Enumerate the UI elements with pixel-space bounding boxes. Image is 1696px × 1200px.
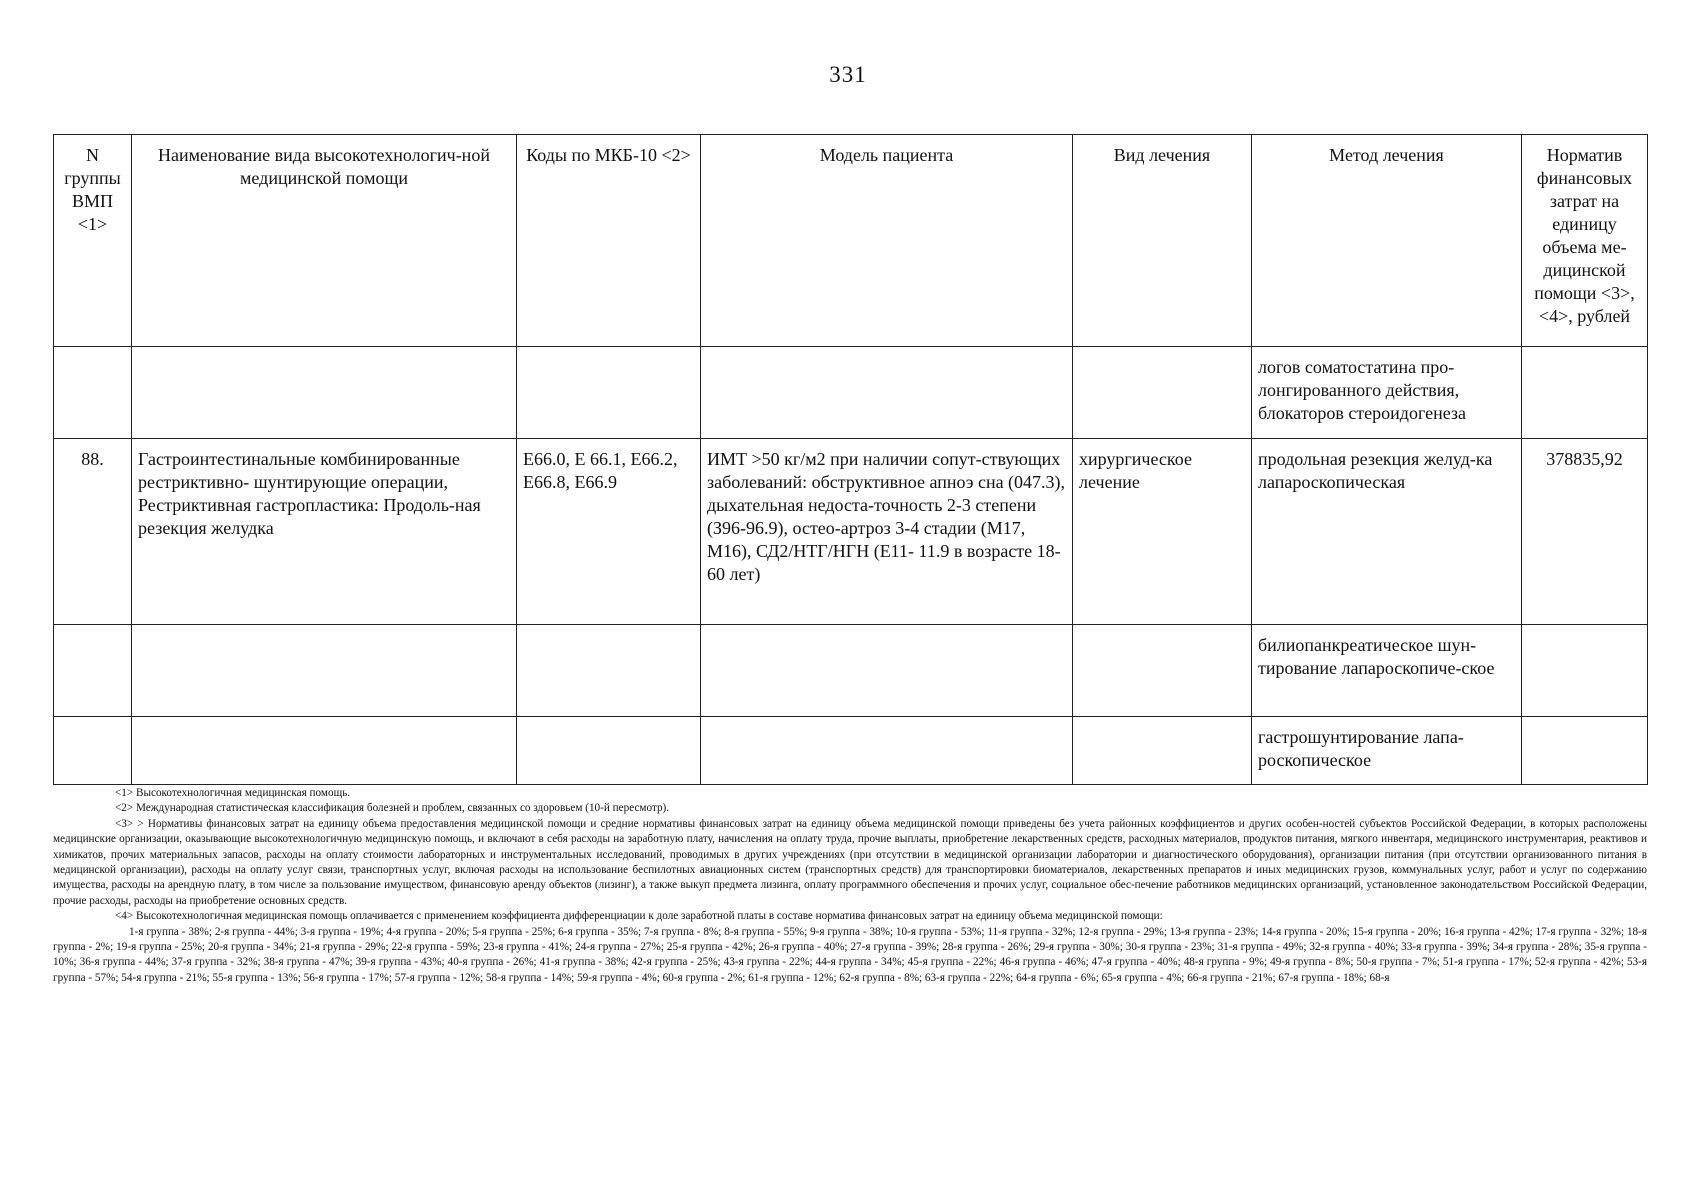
cell-icd-codes [517,717,701,785]
cell-icd-codes: E66.0, E 66.1, E66.2, E66.8, E66.9 [517,439,701,625]
header-group-number: N группы ВМП <1> [54,135,132,347]
table-row [54,439,1648,625]
cell-care-name [132,717,517,785]
table-header-row [54,135,1648,347]
header-cost-norm: Норматив финансовых затрат на единицу объема ме-дицинской помощи <3>, <4>, рублей [1522,135,1648,347]
cell-treatment-method: логов соматостатина про-лонгированного действия, блокаторов стероидогенеза [1252,347,1522,439]
cell-patient-model [701,717,1073,785]
footnote-4: <4> Высокотехнологичная медицинская помощь оплачивается с применением коэффициента дифференциации к доле заработной платы в составе норматива финансовых затрат на единицу объема медицинской помощи: [115,910,1163,923]
table-row [54,625,1648,717]
cell-care-name [132,347,517,439]
footnote-4-group-coefficients: 1-я группа - 38%; 2-я группа - 44%; 3-я группа - 19%; 4-я группа - 20%; 5-я группа - 25%; 6-я группа - 35%; 7-я группа - 8%; 8-я группа - 55%; 9-я группа - 38%; 10-я группа - 53%; 11-я группа - 32%; 12-я группа - 29%; 13-я группа - 23%; 14-я группа - 20%; 15-я группа - 20%; 16-я группа - 42%; 17-я группа - 32%; 18-я группа - 2%; 19-я группа - 25%; 20-я группа - 34%; 21-я группа - 29%; 22-я группа - 59%; 23-я группа - 41%; 24-я группа - 27%; 25-я группа - 42%; 26-я группа - 40%; 27-я группа - 39%; 28-я группа - 26%; 29-я группа - 30%; 30-я группа - 23%; 31-я группа - 49%; 32-я группа - 40%; 33-я группа - 39%; 34-я группа - 28%; 35-я группа - 10%; 36-я группа - 44%; 37-я группа - 32%; 38-я группа - 47%; 39-я группа - 43%; 40-я группа - 26%; 41-я группа - 38%; 42-я группа - 25%; 43-я группа - 22%; 44-я группа - 34%; 45-я группа - 22%; 46-я группа - 46%; 47-я группа - 40%; 48-я группа - 9%; 49-я группа - 8%; 50-я группа - 7%; 51-я группа - 17%; 52-я группа - 42%; 53-я группа - 57%; 54-я группа - 21%; 55-я группа - 13%; 56-я группа - 17%; 57-я группа - 12%; 58-я группа - 14%; 59-я группа - 4%; 60-я группа - 2%; 61-я группа - 12%; 62-я группа - 8%; 63-я группа - 22%; 64-я группа - 6%; 65-я группа - 4%; 66-я группа - 21%; 67-я группа - 18%; 68-я [53,925,1647,984]
header-care-name: Наименование вида высокотехнологич-ной медицинской помощи [132,135,517,347]
cell-icd-codes [517,347,701,439]
cell-icd-codes [517,625,701,717]
cell-treatment-type [1073,347,1252,439]
header-patient-model: Модель пациента [701,135,1073,347]
footnote-2: <2> Международная статистическая классификация болезней и проблем, связанных со здоровьем (10-й пересмотр). [115,802,670,815]
cell-treatment-type: хирургическое лечение [1073,439,1252,625]
cell-treatment-method: продольная резекция желуд-ка лапароскопическая [1252,439,1522,625]
table-row [54,717,1648,785]
cell-patient-model [701,625,1073,717]
footnote-1: <1> Высокотехнологичная медицинская помощь. [115,787,351,799]
header-icd-codes: Коды по МКБ-10 <2> [517,135,701,347]
table-row [54,347,1648,439]
cell-treatment-method: гастрошунтирование лапа-роскопическое [1252,717,1522,785]
cell-group-number: 88. [54,439,132,625]
cell-cost-norm [1522,625,1648,717]
cell-treatment-type [1073,625,1252,717]
cell-group-number [54,347,132,439]
cell-care-name [132,625,517,717]
cell-patient-model: ИМТ >50 кг/м2 при наличии сопут-ствующих заболеваний: обструктивное апноэ сна (047.3), дыхательная недоста-точность 2-3 степени (З96-96.9), остео-артроз 3-4 стадии (М17, М16), СД2/НТГ/НГН (Е11- 11.9 в возрасте 18-60 лет) [701,439,1073,625]
page-number: 331 [829,62,867,87]
vmp-table [53,134,1648,785]
cell-group-number [54,717,132,785]
cell-cost-norm: 378835,92 [1522,439,1648,625]
footnote-3: <3> > Нормативы финансовых затрат на единицу объема предоставления медицинской помощи и средние нормативы финансовых затрат на единицу объема медицинской помощи приведены без учета районных коэффициентов и других особен-ностей субъектов Российской Федерации, в которых расположены медицинские организации, оказывающие высокотехнологичную медицинскую помощь, и включают в себя расходы на заработную плату, начисления на оплату труда, прочие выплаты, приобретение лекарственных средств, расходных материалов, продуктов питания, мягкого инвентаря, медицинского инструментария, реактивов и химикатов, прочих материальных запасов, расходы на оплату стоимости лабораторных и инструментальных исследований, проводимых в других учреждениях (при отсутствии в медицинской организации лаборатории и диагностического оборудования), организации питания (при отсутствии организованного питания в медицинской организации), расходы на оплату услуг связи, транспортных услуг, включая расходы на использование беспилотных авиационных систем (транспортных средств) для транспортировки биоматериалов, лекарственных препаратов и иных медицинских грузов, коммунальных услуг, работ и услуг по содержанию имущества, расходы на арендную плату, в том числе за пользование имуществом, финансовую аренду объектов (лизинг), а также выкуп предмета лизинга, оплату программного обеспечения и прочих услуг, социальное обес-печение работников медицинских организаций, установленное законодательством Российской Федерации, прочие расходы, расходы на приобретение основных средств. [53,817,1647,907]
cell-group-number [54,625,132,717]
header-treatment-type: Вид лечения [1073,135,1252,347]
footnotes [53,786,1647,986]
cell-treatment-type [1073,717,1252,785]
cell-cost-norm [1522,347,1648,439]
cell-treatment-method: билиопанкреатическое шун-тирование лапароскопиче-ское [1252,625,1522,717]
cell-patient-model [701,347,1073,439]
cell-cost-norm [1522,717,1648,785]
header-treatment-method: Метод лечения [1252,135,1522,347]
cell-care-name: Гастроинтестинальные комбинированные рестриктивно- шунтирующие операции, Рестриктивная гастропластика: Продоль-ная резекция желудка [132,439,517,625]
